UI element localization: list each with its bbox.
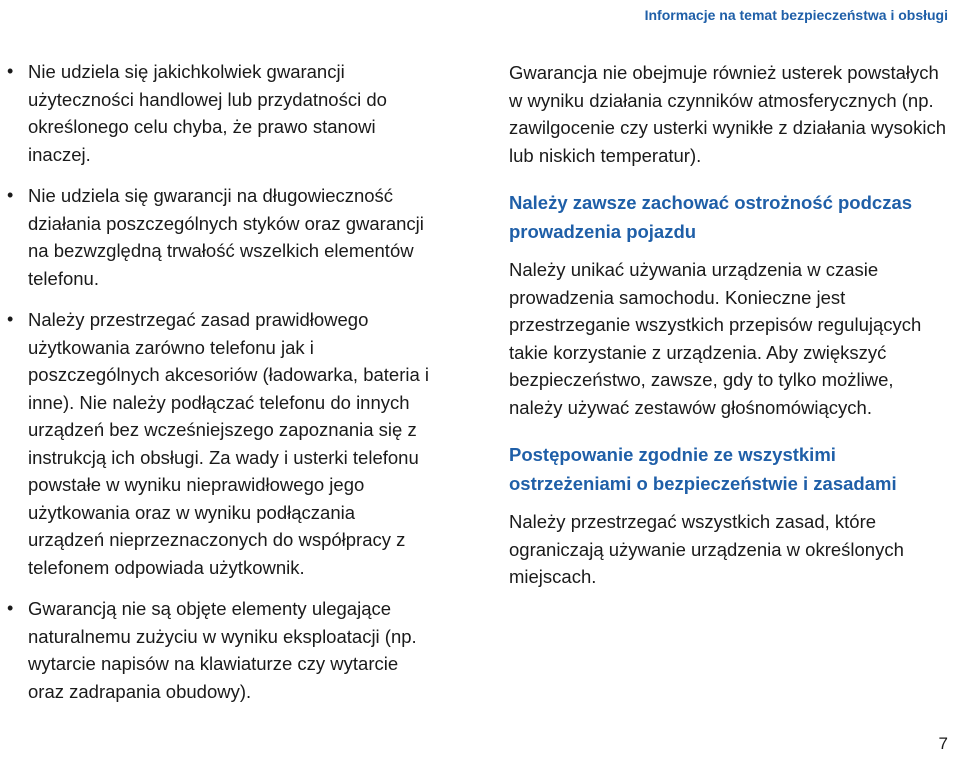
section-body-warnings: Należy przestrzegać wszystkich zasad, które ograniczają używanie urządzenia w określonych miejscach. [509,511,904,587]
bullet-icon: • [7,61,14,81]
bullet-text: Nie udziela się gwarancji na długowieczność działania poszczególnych styków oraz gwarancji na bezwzględną trwałość wszelkich elementów telefonu. [28,185,424,289]
list-item [7,595,432,705]
section-heading-warnings: Postępowanie zgodnie ze wszystkimi ostrzeżeniami o bezpieczeństwie i zasadami [509,444,897,494]
bullet-text: Należy przestrzegać zasad prawidłowego użytkowania zarówno telefonu jak i poszczególnych akcesoriów (ładowarka, bateria i inne). Nie należy podłączać telefonu do innych urządzeń bez wcześniejszego zapoznania się z instrukcją ich obsługi. Za wady i usterki telefonu powstałe w wyniku nieprawidłowego jego użytkowania oraz w wyniku podłączania urządzeń nieprzeznaczonych do współpracy z telefonem odpowiada użytkownik. [28,309,430,578]
bullet-icon: • [7,185,14,205]
bullet-icon: • [7,309,14,329]
section-body-driving: Należy unikać używania urządzenia w czasie prowadzenia samochodu. Konieczne jest przestrzeganie wszystkich przepisów regulujących takie korzystanie z urządzenia. Aby zwiększyć bezpieczeństwo, zawsze, gdy to tylko możliwe, należy używać zestawów głośnomówiących. [509,259,922,418]
page-header-title: Informacje na temat bezpieczeństwa i obsługi [644,7,948,23]
list-item [7,182,432,292]
intro-paragraph: Gwarancja nie obejmuje również usterek powstałych w wyniku działania czynników atmosferycznych (np. zawilgocenie czy usterki wynikłe z działania wysokich lub niskich temperatur). [509,62,946,166]
page-number: 7 [938,734,948,753]
left-column [7,58,432,719]
bullet-text: Gwarancją nie są objęte elementy ulegające naturalnemu zużyciu w wyniku eksploatacji (np. wytarcie napisów na klawiaturze czy wytarcie oraz zadrapania obudowy). [28,598,417,702]
list-item [7,58,432,168]
section-heading-driving: Należy zawsze zachować ostrożność podczas prowadzenia pojazdu [509,192,913,242]
bullet-text: Nie udziela się jakichkolwiek gwarancji użyteczności handlowej lub przydatności do określonego celu chyba, że prawo stanowi inaczej. [28,61,387,165]
list-item [7,306,432,581]
right-column [509,59,949,610]
warranty-bullet-list [7,58,432,705]
bullet-icon: • [7,598,14,618]
